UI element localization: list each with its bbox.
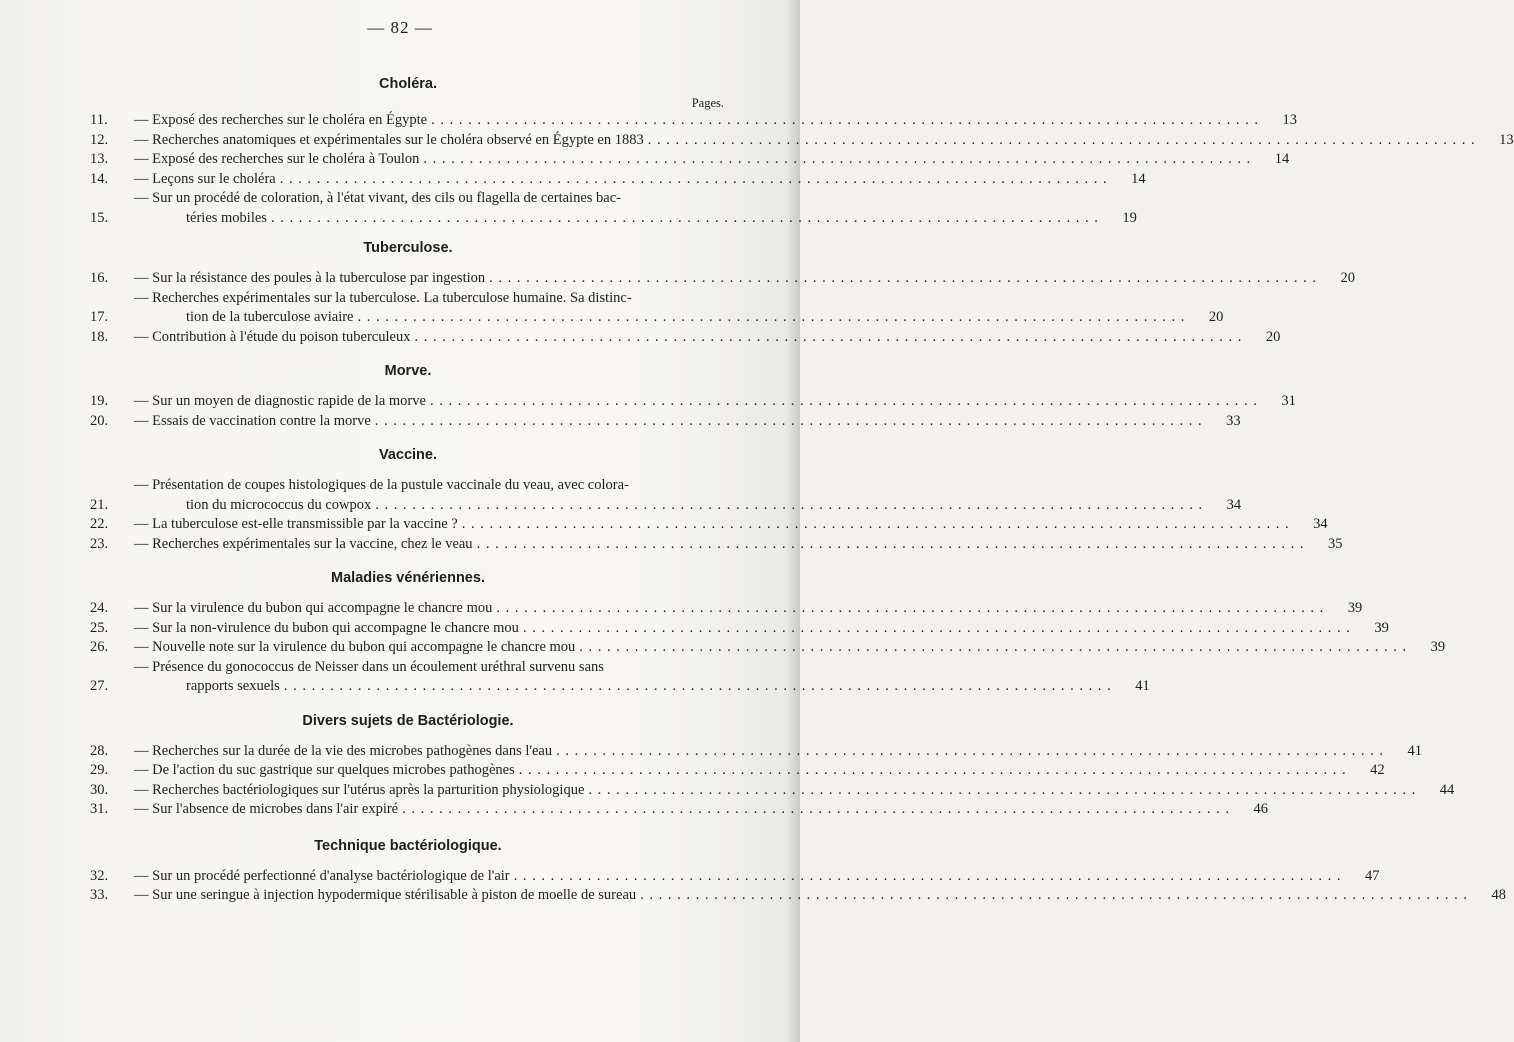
- toc-entry: [90, 800, 1268, 820]
- leader-dots: [648, 131, 1476, 151]
- entry-page-number: 41: [1135, 678, 1150, 694]
- entry-page-number: 39: [1374, 619, 1389, 636]
- leader-dots: [588, 781, 1416, 801]
- entry-page-number: 39: [1430, 639, 1446, 655]
- entry-title: — Exposé des recherches sur le choléra en Égypte: [134, 112, 428, 128]
- entry-page-number: 20: [1208, 309, 1224, 325]
- entry-page-number: 39: [1347, 600, 1363, 616]
- entry-page-number: 19: [1122, 209, 1137, 226]
- leader-dots: [519, 761, 1347, 781]
- entry-number: 27.: [90, 678, 109, 694]
- leader-dots: [523, 619, 1351, 639]
- leader-dots: [477, 535, 1305, 555]
- entry-page-number: 13: [1499, 131, 1514, 148]
- leader-dots: [358, 308, 1186, 328]
- entry-title: — Exposé des recherches sur le choléra à Toulon: [134, 151, 420, 167]
- leader-dots: [375, 496, 1203, 516]
- entry-number: 30.: [90, 781, 109, 798]
- entry-number: 18.: [90, 328, 109, 345]
- toc-entry: [90, 535, 1343, 555]
- toc-entry: [90, 150, 1290, 170]
- leader-dots: [556, 742, 1384, 762]
- entry-number: 15.: [90, 209, 109, 226]
- entry-number: 16.: [90, 270, 109, 286]
- entry-number: 28.: [90, 742, 109, 759]
- entry-number: 13.: [90, 151, 109, 167]
- leader-dots: [462, 515, 1290, 535]
- entry-number: 32.: [90, 867, 109, 884]
- leader-dots: [271, 209, 1099, 229]
- entry-page-number: 35: [1327, 535, 1343, 552]
- leader-dots: [640, 886, 1468, 906]
- entry-title: — Sur la résistance des poules à la tuberculose par ingestion: [134, 270, 486, 286]
- entry-title: téries mobiles: [186, 209, 267, 226]
- leader-dots: [579, 638, 1407, 658]
- section-title: Vaccine.: [378, 447, 438, 463]
- toc-entry: [90, 638, 1446, 658]
- entry-number: 25.: [90, 619, 109, 636]
- section-title: Technique bactériologique.: [314, 837, 502, 854]
- entry-title: — Nouvelle note sur la virulence du bubon qui accompagne le chancre mou: [134, 639, 576, 655]
- entry-number: 12.: [90, 131, 109, 148]
- table-of-contents: [90, 76, 1514, 906]
- entry-title: — Sur l'absence de microbes dans l'air expiré: [134, 801, 399, 817]
- section-title: Morve.: [384, 363, 432, 379]
- entry-title: — Recherches expérimentales sur la vaccine, chez le veau: [134, 535, 473, 552]
- entry-page-number: 14: [1131, 170, 1146, 187]
- entry-number: 22.: [90, 516, 109, 532]
- leader-dots: [402, 800, 1230, 820]
- leader-dots: [375, 412, 1203, 432]
- entry-page-number: 46: [1253, 801, 1268, 817]
- entry-page-number: 41: [1407, 742, 1422, 759]
- entry-title: — Recherches bactériologiques sur l'utérus après la parturition physiologique: [134, 781, 585, 798]
- entry-page-number: 20: [1340, 270, 1355, 286]
- entry-title: tion de la tuberculose aviaire: [186, 309, 354, 325]
- entry-number: 17.: [90, 309, 109, 325]
- entry-number: 23.: [90, 535, 109, 552]
- entry-title: — Sur un moyen de diagnostic rapide de la morve: [134, 393, 426, 409]
- toc-entry: [90, 412, 1241, 432]
- entry-page-number: 44: [1439, 781, 1455, 798]
- entry-title: — Sur un procédé de coloration, à l'état vivant, des cils ou flagella de certaines bac-: [134, 190, 621, 206]
- toc-entry: [90, 599, 1363, 619]
- entry-number: 19.: [90, 393, 109, 409]
- toc-entry: [90, 761, 1385, 781]
- toc-entry: [90, 476, 1242, 515]
- entry-number: 24.: [90, 600, 109, 616]
- leader-dots: [284, 677, 1112, 697]
- section-title: Maladies vénériennes.: [331, 570, 485, 586]
- leader-dots: [431, 111, 1259, 131]
- entry-title: — Sur la virulence du bubon qui accompagne le chancre mou: [134, 600, 493, 616]
- entry-number: 29.: [90, 762, 109, 778]
- section-title: Tuberculose.: [363, 240, 453, 256]
- entry-number: 21.: [90, 496, 109, 513]
- leader-dots: [496, 599, 1324, 619]
- leader-dots: [430, 392, 1258, 412]
- entry-title: — Sur la non-virulence du bubon qui accompagne le chancre mou: [134, 619, 519, 636]
- leader-dots: [489, 269, 1317, 289]
- toc-entry: [90, 289, 1224, 328]
- entry-title: — Présence du gonococcus de Neisser dans un écoulement uréthral survenu sans: [134, 658, 604, 675]
- entry-page-number: 34: [1226, 496, 1242, 513]
- entry-title: — Présentation de coupes histologiques de la pustule vaccinale du veau, avec colora-: [134, 477, 629, 493]
- page-number: — 82 —: [367, 18, 433, 37]
- entry-page-number: 34: [1313, 516, 1328, 532]
- entry-number: 11.: [90, 112, 108, 128]
- entry-page-number: 31: [1281, 393, 1296, 409]
- entry-number: 26.: [90, 639, 109, 655]
- entry-page-number: 47: [1365, 867, 1380, 884]
- toc-entry: [90, 170, 1146, 190]
- entry-title: — Recherches anatomiques et expérimentales sur le choléra observé en Égypte en 1883: [134, 131, 644, 148]
- entry-title: — Essais de vaccination contre la morve: [134, 412, 371, 429]
- entry-title: — La tuberculose est-elle transmissible par la vaccine ?: [134, 516, 458, 532]
- toc-entry: [90, 886, 1507, 906]
- pages-column-label: Pages.: [691, 96, 724, 110]
- entry-page-number: 42: [1370, 762, 1385, 778]
- toc-entry: [90, 189, 1137, 228]
- entry-title: — Recherches expérimentales sur la tuberculose. La tuberculose humaine. Sa distinc-: [134, 289, 632, 306]
- toc-entry: [90, 111, 1297, 131]
- leader-dots: [414, 328, 1242, 348]
- entry-title: — Sur un procédé perfectionné d'analyse bactériologique de l'air: [134, 867, 510, 884]
- entry-page-number: 48: [1491, 887, 1507, 903]
- toc-entry: [90, 269, 1355, 289]
- toc-entry: [90, 515, 1328, 535]
- entry-title: — Sur une seringue à injection hypodermique stérilisable à piston de moelle de sureau: [134, 887, 637, 903]
- toc-entry: [90, 742, 1422, 762]
- toc-entry: [90, 328, 1281, 348]
- entry-page-number: 33: [1226, 412, 1241, 429]
- toc-entry: [90, 867, 1380, 887]
- toc-entry: [90, 131, 1514, 151]
- leader-dots: [514, 867, 1342, 887]
- entry-title: tion du micrococcus du cowpox: [186, 496, 372, 513]
- entry-page-number: 14: [1274, 151, 1290, 167]
- entry-number: 31.: [90, 801, 109, 817]
- toc-entry: [90, 781, 1455, 801]
- entry-title: — Contribution à l'étude du poison tuberculeux: [134, 328, 411, 345]
- section-title: Choléra.: [378, 76, 437, 92]
- entry-title: — De l'action du suc gastrique sur quelques microbes pathogènes: [134, 762, 515, 778]
- toc-entry: [90, 619, 1389, 639]
- leader-dots: [280, 170, 1108, 190]
- entry-title: rapports sexuels: [186, 678, 280, 694]
- entry-title: — Recherches sur la durée de la vie des microbes pathogènes dans l'eau: [134, 742, 553, 759]
- toc-entry: [90, 658, 1150, 697]
- entry-number: 14.: [90, 170, 109, 187]
- entry-number: 33.: [90, 887, 109, 903]
- entry-number: 20.: [90, 412, 109, 429]
- toc-entry: [90, 392, 1296, 412]
- section-title: Divers sujets de Bactériologie.: [302, 712, 514, 729]
- entry-page-number: 20: [1265, 328, 1281, 345]
- leader-dots: [423, 150, 1251, 170]
- entry-title: — Leçons sur le choléra: [134, 170, 276, 187]
- entry-page-number: 13: [1282, 112, 1297, 128]
